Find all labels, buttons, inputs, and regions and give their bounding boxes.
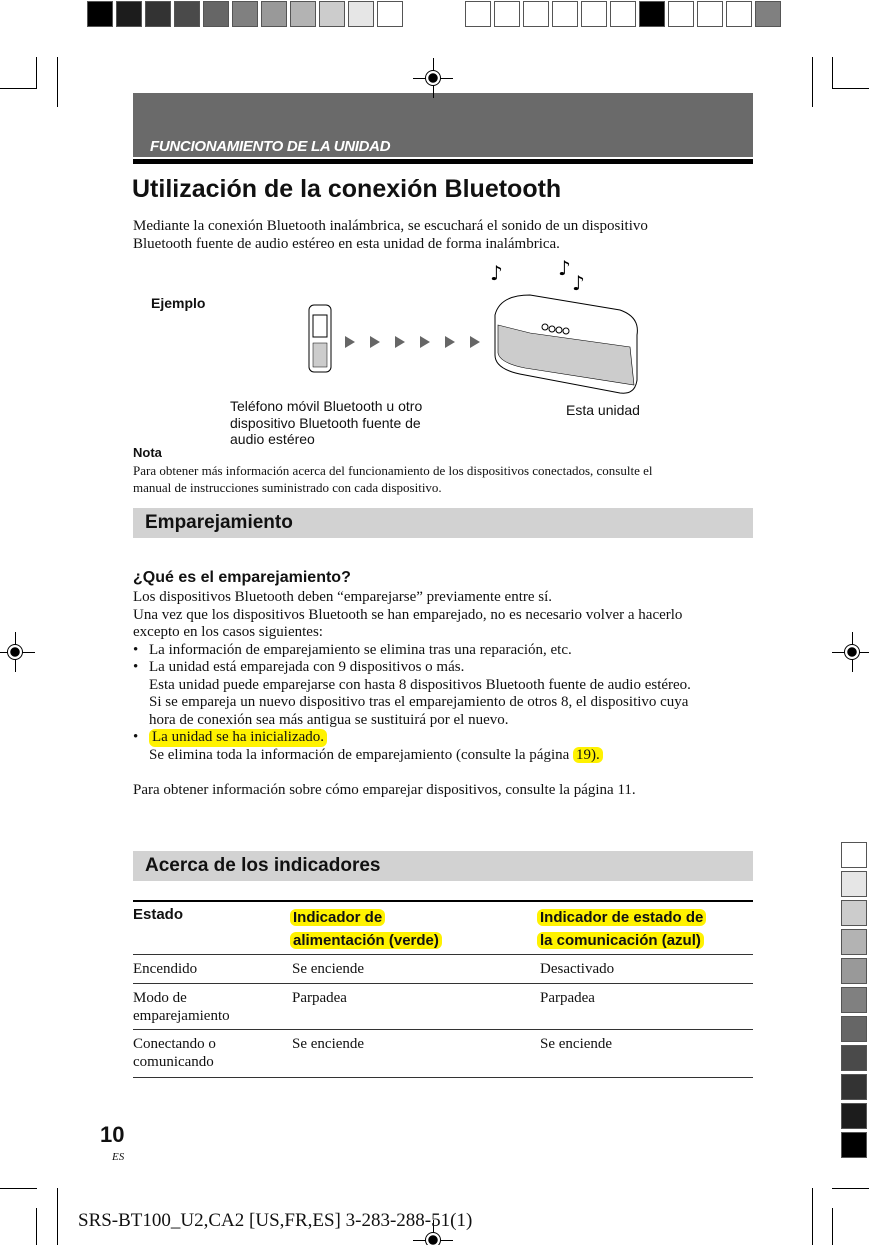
- body-line: Una vez que los dispositivos Bluetooth se han emparejado, no es necesario volver a hacerlo: [133, 606, 683, 623]
- crop-mark: [832, 1208, 833, 1245]
- calibration-square: [290, 1, 316, 27]
- calibration-square: [726, 1, 752, 27]
- bullet-text-highlighted: La unidad se ha inicializado.: [149, 729, 327, 747]
- unit-caption: Esta unidad: [566, 402, 640, 418]
- caption-line: Teléfono móvil Bluetooth u otro: [230, 398, 423, 414]
- caption-line: dispositivo Bluetooth fuente de: [230, 414, 421, 431]
- section-label: FUNCIONAMIENTO DE LA UNIDAD: [150, 138, 391, 155]
- note-line: manual de instrucciones suministrado con cada dispositivo.: [133, 480, 442, 495]
- calibration-square: [841, 1103, 867, 1129]
- state-line: emparejamiento: [133, 1007, 230, 1024]
- calibration-square: [697, 1, 723, 27]
- caption-line: audio estéreo: [230, 431, 315, 447]
- power-indicator-cell: Parpadea: [292, 990, 347, 1006]
- page-language: ES: [112, 1151, 125, 1163]
- svg-text:♪: ♪: [490, 261, 503, 285]
- calibration-square: [552, 1, 578, 27]
- calibration-square: [841, 871, 867, 897]
- comm-indicator-cell: Se enciende: [540, 1036, 613, 1052]
- comm-indicator-cell: Parpadea: [540, 990, 595, 1006]
- calibration-square: [174, 1, 200, 27]
- body-line: Para obtener información sobre cómo emparejar dispositivos, consulte la página 11.: [133, 781, 636, 798]
- calibration-square: [841, 1132, 867, 1158]
- registration-mark-icon: [425, 1232, 441, 1245]
- pairing-question: ¿Qué es el emparejamiento?: [133, 569, 351, 586]
- bullet-text: La información de emparejamiento se elimina tras una reparación, etc.: [149, 641, 572, 658]
- body-line: excepto en los casos siguientes:: [133, 624, 323, 640]
- phone-icon: [309, 305, 331, 372]
- crop-mark: [0, 88, 37, 89]
- header-line: la comunicación (azul): [537, 932, 704, 949]
- calibration-square: [523, 1, 549, 27]
- header-line: Indicador de estado de: [537, 909, 706, 926]
- music-notes-icon: [490, 256, 585, 295]
- calibration-square: [319, 1, 345, 27]
- calibration-square: [581, 1, 607, 27]
- bullet-item: • La unidad se ha inicializado.: [133, 729, 758, 747]
- calibration-square: [668, 1, 694, 27]
- power-indicator-cell: Se enciende: [292, 1036, 365, 1052]
- state-line: Conectando o: [133, 1036, 216, 1052]
- crop-mark: [36, 57, 37, 89]
- bullet-subline: Esta unidad puede emparejarse con hasta 8 dispositivos Bluetooth fuente de audio estéreo.: [149, 676, 691, 693]
- state-cell: Encendido: [133, 961, 198, 977]
- calibration-square: [494, 1, 520, 27]
- column-header: Estado: [133, 906, 184, 923]
- indicators-heading: Acerca de los indicadores: [133, 851, 753, 881]
- bullet-item: • La información de emparejamiento se elimina tras una reparación, etc.: [133, 641, 572, 658]
- note-text: [133, 462, 652, 496]
- state-line: Modo de: [133, 990, 187, 1006]
- calibration-square: [261, 1, 287, 27]
- column-header: [290, 906, 442, 952]
- header-line: Indicador de: [290, 909, 385, 926]
- bullet-subline: [133, 747, 758, 765]
- crop-mark: [0, 1188, 37, 1189]
- bullet-subline: Si se empareja un nuevo dispositivo tras el emparejamiento de otros 8, el dispositivo cuya: [149, 694, 689, 710]
- page-title: Utilización de la conexión Bluetooth: [132, 175, 562, 203]
- document-code: SRS-BT100_U2,CA2 [US,FR,ES] 3-283-288-51(1): [78, 1210, 473, 1231]
- transfer-arrows-icon: [345, 336, 480, 348]
- table-row: [133, 984, 753, 1030]
- state-cell: [133, 1036, 216, 1071]
- svg-text:♪: ♪: [572, 271, 585, 295]
- crop-mark: [832, 1188, 869, 1189]
- calibration-square: [465, 1, 491, 27]
- column-header: [537, 906, 706, 952]
- note-line: Para obtener más información acerca del funcionamiento de los dispositivos conectados, consulte el: [133, 463, 653, 478]
- calibration-square: [116, 1, 142, 27]
- table-header-row: [133, 902, 753, 955]
- calibration-square: [841, 842, 867, 868]
- svg-text:♪: ♪: [558, 256, 571, 280]
- calibration-square: [841, 958, 867, 984]
- state-cell: [133, 990, 230, 1025]
- calibration-square: [610, 1, 636, 27]
- calibration-square: [377, 1, 403, 27]
- bullet-item: • La unidad está emparejada con 9 dispositivos o más.: [133, 659, 465, 675]
- pairing-body: [133, 589, 758, 799]
- pairing-heading: Emparejamiento: [133, 508, 753, 538]
- intro-line: Mediante la conexión Bluetooth inalámbrica, se escuchará el sonido de un dispositivo: [133, 218, 648, 234]
- intro-line: Bluetooth fuente de audio estéreo en esta unidad de forma inalámbrica.: [133, 236, 560, 252]
- body-line: Los dispositivos Bluetooth deben “emparejarse” previamente entre sí.: [133, 589, 553, 605]
- header-line: alimentación (verde): [290, 932, 442, 949]
- example-label: Ejemplo: [151, 295, 206, 311]
- registration-mark-icon: [844, 644, 860, 660]
- crop-mark: [57, 57, 58, 107]
- crop-mark: [36, 1208, 37, 1245]
- crop-mark: [812, 1188, 813, 1245]
- subline-text: Se elimina toda la información de emparejamiento (consulte la página: [149, 746, 574, 763]
- calibration-square: [87, 1, 113, 27]
- registration-mark-icon: [425, 70, 441, 86]
- calibration-square: [203, 1, 229, 27]
- calibration-square: [841, 1016, 867, 1042]
- power-indicator-cell: Se enciende: [292, 961, 365, 977]
- table-row: [133, 1030, 753, 1078]
- state-line: comunicando: [133, 1053, 214, 1070]
- crop-mark: [57, 1188, 58, 1245]
- calibration-square: [841, 900, 867, 926]
- crop-mark: [832, 57, 833, 89]
- phone-caption: [230, 398, 422, 448]
- crop-mark: [832, 88, 869, 89]
- bullet-text: La unidad está emparejada con 9 dispositivos o más.: [149, 659, 465, 675]
- registration-mark-icon: [7, 644, 23, 660]
- table-row: [133, 955, 753, 984]
- calibration-square: [841, 929, 867, 955]
- calibration-square: [841, 1045, 867, 1071]
- calibration-square: [232, 1, 258, 27]
- calibration-square: [639, 1, 665, 27]
- bullet-subline: hora de conexión sea más antigua se sustituirá por el nuevo.: [149, 711, 509, 728]
- page-number: 10: [100, 1122, 125, 1147]
- calibration-square: [145, 1, 171, 27]
- calibration-square: [348, 1, 374, 27]
- comm-indicator-cell: Desactivado: [540, 961, 615, 977]
- calibration-square: [841, 987, 867, 1013]
- calibration-square: [755, 1, 781, 27]
- bluetooth-illustration: [300, 255, 645, 395]
- page-reference-link[interactable]: 19).: [573, 747, 603, 763]
- header-rule: [133, 159, 753, 164]
- speaker-icon: [495, 295, 637, 393]
- crop-mark: [812, 57, 813, 107]
- calibration-square: [841, 1074, 867, 1100]
- note-label: Nota: [133, 445, 162, 460]
